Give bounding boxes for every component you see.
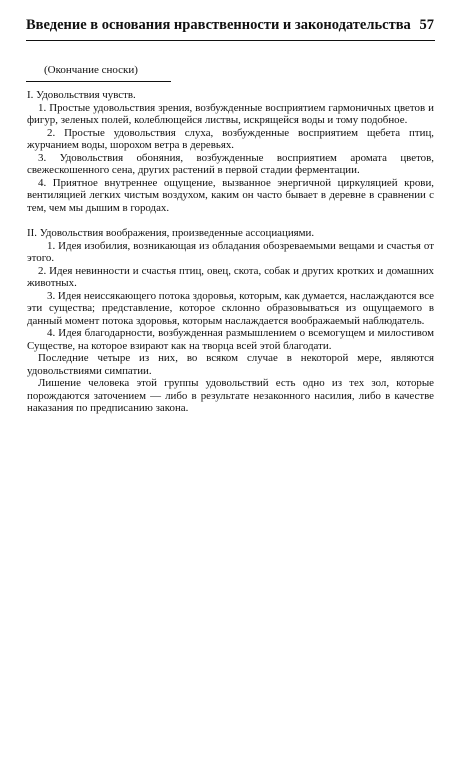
list-item: 1. Простые удовольствия зрения, возбужденные восприятием гармоничных цветов и фигур, зеленых полей, колеблющейся листвы, искрящейся воды и тому подобное. [27, 101, 434, 126]
list-item: 4. Приятное внутреннее ощущение, вызванное энергичной циркуляцией крови, вентиляцией легких чистым воздухом, каким он часто бывает в деревне в сравнении с тем, чем мы дышим в городах. [27, 176, 434, 214]
section-title: II. Удовольствия воображения, произведенные ассоциациями. [27, 227, 315, 239]
list-item: 1. Идея изобилия, возникающая из обладания обозреваемыми вещами и счастья от этого. [27, 239, 434, 264]
section-title: I. Удовольствия чувств. [27, 89, 136, 101]
closing-paragraph: Последние четыре из них, во всяком случае в некоторой мере, являются удовольствиями симпатии. [27, 352, 434, 377]
running-head [26, 17, 434, 34]
footnote-continuation-label: (Окончание сноски) [44, 64, 138, 76]
header-rule [26, 40, 435, 41]
page-number: 57 [419, 17, 434, 33]
footnote-rule [26, 81, 171, 82]
closing-paragraph: Лишение человека этой группы удовольствий есть одно из тех зол, которые порождаются заточением — либо в результате незаконного насилия, либо в качестве наказания по предписанию закона. [27, 377, 434, 414]
running-head-title: Введение в основания нравственности и законодательства [26, 17, 411, 33]
footnote-body [27, 89, 434, 415]
list-item: 4. Идея благодарности, возбужденная размышлением о всемогущем и милостивом Существе, на которое взирают как на творца всей этой благодати. [27, 327, 434, 352]
list-item: 2. Простые удовольствия слуха, возбужденные восприятием щебета птиц, журчанием воды, шорохом ветра в деревьях. [27, 126, 434, 151]
list-item: 3. Идея неиссякающего потока здоровья, которым, как думается, наслаждаются все эти существа; представление, которое склонно образовываться из ощущаемого в данный момент потока здоровья, которым наслаждается воображаемый наблюдатель. [27, 289, 434, 327]
list-item: 2. Идея невинности и счастья птиц, овец, скота, собак и других кротких и домашних животных. [27, 264, 434, 289]
list-item: 3. Удовольствия обоняния, возбужденные восприятием аромата цветов, свежескошенного сена, других растений в первой стадии ферментации. [27, 151, 434, 176]
paragraph-gap [27, 214, 434, 227]
